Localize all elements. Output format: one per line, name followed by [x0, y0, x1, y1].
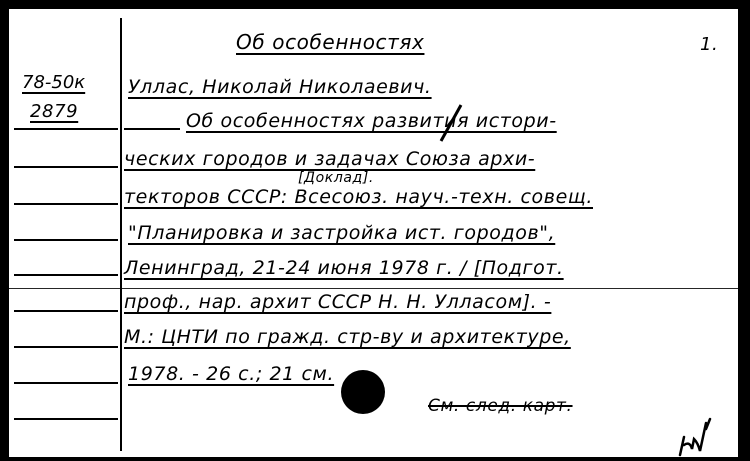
title-line-1: Об особенностях развития истори- — [186, 110, 557, 132]
title-line-2: ческих городов и задачах Союза архи- — [124, 148, 536, 170]
imprint-line-2: проф., нар. архит СССР Н. Н. Улласом]. - — [124, 291, 552, 313]
continued-note: См. след. карт. — [428, 396, 573, 416]
scan-artifact-line — [0, 288, 750, 289]
card-number: 1. — [700, 34, 719, 55]
ruled-line — [14, 128, 118, 130]
doklad-note: [Доклад]. — [298, 170, 374, 186]
ruled-line — [14, 239, 118, 241]
ruled-line — [14, 346, 118, 348]
collation-line: 1978. - 26 с.; 21 см. — [128, 363, 335, 385]
scan-border-left — [0, 0, 9, 461]
scan-border-right — [738, 0, 750, 461]
title-line-4: "Планировка и застройка ист. городов", — [128, 222, 556, 244]
shelfmark: 78-50к — [22, 72, 86, 93]
initials-scribble — [676, 415, 716, 459]
margin-rule — [120, 18, 122, 451]
punch-hole — [341, 370, 385, 414]
ruled-line — [14, 203, 118, 205]
ruled-line — [14, 166, 118, 168]
imprint-line-3: М.: ЦНТИ по гражд. стр-ву и архитектуре, — [124, 326, 571, 348]
ruled-line — [14, 382, 118, 384]
slash-mark — [437, 103, 465, 143]
scan-border-top — [0, 0, 750, 9]
ruled-line — [14, 418, 118, 420]
card-heading: Об особенностях — [236, 30, 425, 54]
inventory-number: 2879 — [30, 101, 79, 122]
ruled-line — [14, 310, 118, 312]
ruled-line — [14, 274, 118, 276]
scan-border-bottom — [0, 457, 750, 461]
title-line-3: текторов СССР: Всесоюз. науч.-техн. совещ. — [124, 186, 593, 208]
imprint-line-1: Ленинград, 21-24 июня 1978 г. / [Подгот. — [124, 257, 564, 279]
ruled-line — [124, 128, 180, 130]
author-line: Уллас, Николай Николаевич. — [128, 76, 432, 98]
